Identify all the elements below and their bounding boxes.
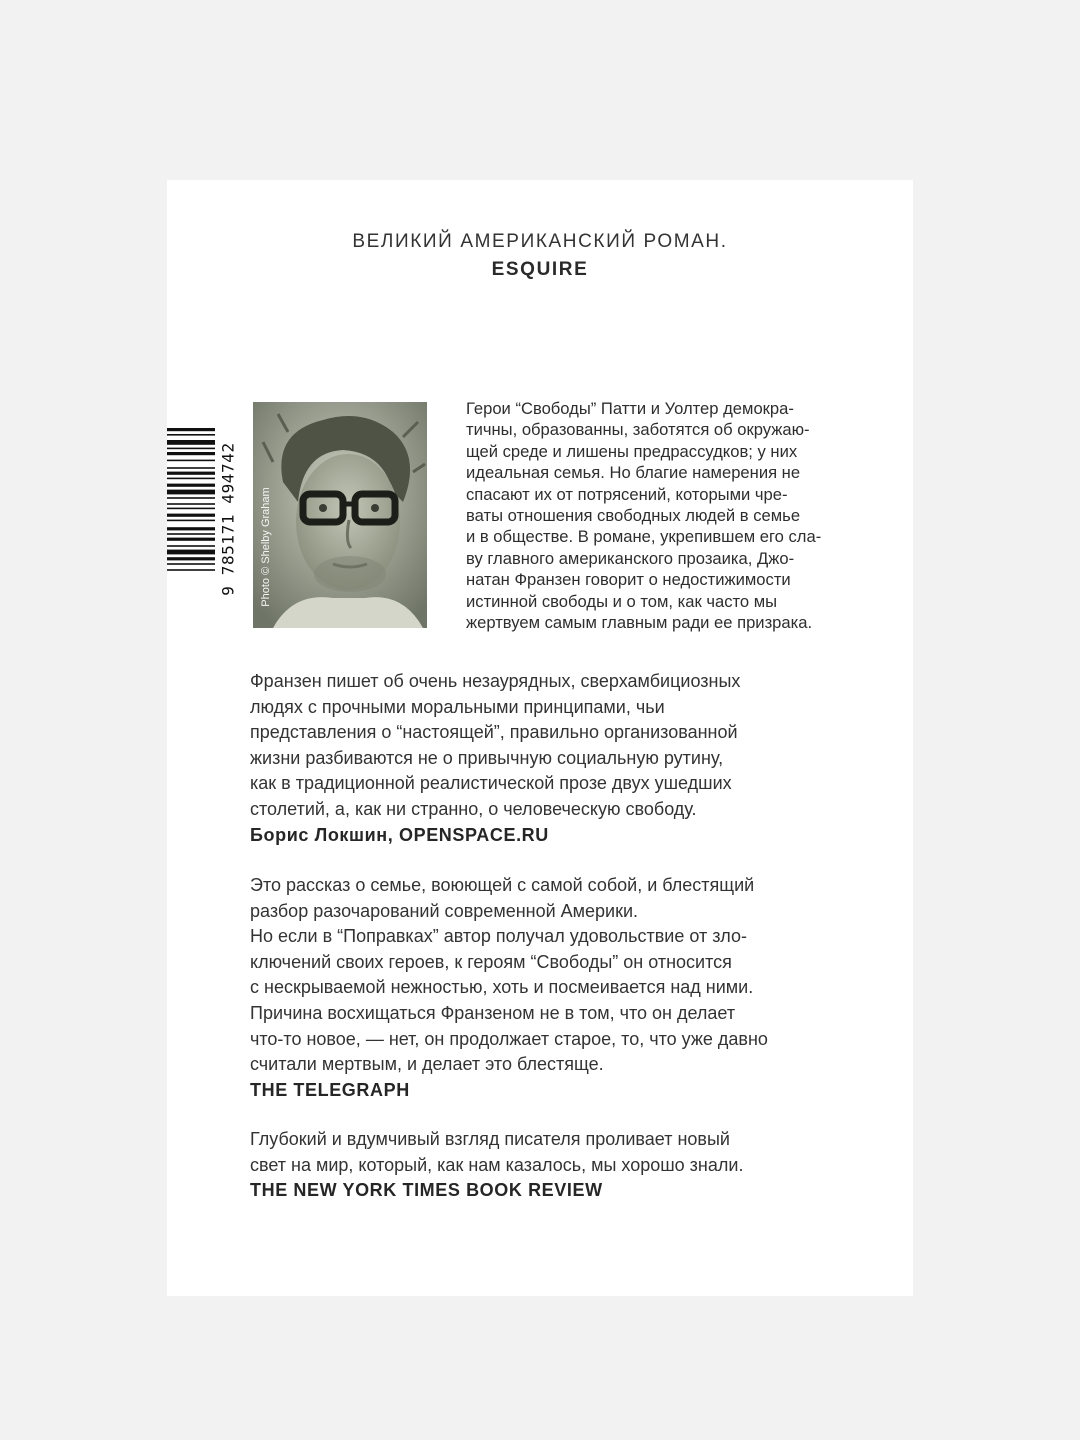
- quote-line: Но если в “Поправках” автор получал удовольствие от зло-: [250, 926, 747, 947]
- author-portrait-image: [253, 402, 427, 628]
- quote-line: Франзен пишет об очень незаурядных, сверхамбициозных: [250, 671, 741, 691]
- quote-line: как в традиционной реалистической прозе двух ушедших: [250, 773, 732, 794]
- barcode-bars: [167, 426, 215, 612]
- quote-source: THE TELEGRAPH: [250, 1079, 410, 1100]
- blurb-line: истинной свободы и о том, как часто мы: [466, 591, 778, 611]
- barcode-bar: [167, 428, 215, 431]
- barcode-bar: [167, 533, 215, 535]
- isbn-number: [217, 426, 239, 612]
- blurb-line: спасают их от потрясений, которыми чре-: [466, 484, 788, 504]
- book-back-cover: [167, 180, 913, 1296]
- barcode-bar: [167, 545, 215, 547]
- barcode-bar: [167, 508, 215, 510]
- quote-line: с нескрываемой нежностью, хоть и посмеивается над ними.: [250, 977, 754, 998]
- quote-line: свет на мир, который, как нам казалось, мы хорошо знали.: [250, 1154, 744, 1175]
- isbn-digits: 9 785171 494742: [218, 442, 238, 596]
- book-blurb: [466, 398, 871, 633]
- quote-line: Глубокий и вдумчивый взгляд писателя проливает новый: [250, 1129, 730, 1149]
- quote-line: людях с прочными моральными принципами, чьи: [250, 696, 665, 717]
- quote-line: столетий, а, как ни странно, о человеческую свободу.: [250, 798, 697, 819]
- quote-line: Это рассказ о семье, воюющей с самой собой, и блестящий: [250, 875, 755, 895]
- blurb-line: и в обществе. В романе, укрепившем его сла-: [466, 527, 822, 547]
- review-quote-nyt: [250, 1127, 850, 1204]
- blurb-line: ваты отношения свободных людей в семье: [466, 506, 801, 526]
- blurb-line: щей среде и лишены предрассудков; у них: [466, 441, 798, 461]
- photo-credit: [257, 472, 275, 622]
- barcode-bar: [167, 563, 215, 565]
- barcode-bar: [167, 520, 215, 522]
- blurb-line: ву главного американского прозаика, Джо-: [466, 548, 795, 568]
- quote-source: Борис Локшин, OPENSPACE.RU: [250, 824, 549, 845]
- barcode-bar: [167, 448, 215, 450]
- blurb-line: тичны, образованны, заботятся об окружаю-: [466, 420, 810, 440]
- photo-credit-text: Photo © Shelby Graham: [260, 487, 272, 607]
- barcode-bar: [167, 440, 215, 445]
- quote-line: что-то новое, — нет, он продолжает старое, то, что уже давно: [250, 1028, 768, 1049]
- quote-line: жизни разбиваются не о привычную социальную рутину,: [250, 747, 724, 768]
- review-quote-telegraph: [250, 873, 850, 1103]
- barcode-bar: [167, 503, 215, 505]
- barcode-bar: [167, 460, 215, 462]
- blurb-line: Герои “Свободы” Патти и Уолтер демокра-: [466, 399, 794, 418]
- barcode-bar: [167, 550, 215, 555]
- barcode-bar: [167, 514, 215, 517]
- quote-line: представления о “настоящей”, правильно организованной: [250, 722, 738, 743]
- quote-line: ключений своих героев, к героям “Свободы” он относится: [250, 951, 732, 972]
- isbn-barcode: [167, 426, 241, 612]
- quote-line: Причина восхищаться Франзеном не в том, что он делает: [250, 1002, 736, 1023]
- barcode-bar: [167, 472, 215, 475]
- quote-line: считали мертвым, и делает это блестяще.: [250, 1054, 604, 1075]
- author-photo: [253, 402, 427, 628]
- blurb-line: жертвуем самым главным ради ее призрака.: [466, 613, 813, 633]
- epigraph-source: ESQUIRE: [491, 259, 589, 280]
- barcode-bar: [167, 484, 215, 487]
- barcode-bar: [167, 538, 215, 541]
- epigraph-text: ВЕЛИКИЙ АМЕРИКАНСКИЙ РОМАН.: [352, 231, 728, 252]
- barcode-bar: [167, 497, 215, 499]
- quote-source: THE NEW YORK TIMES BOOK REVIEW: [250, 1180, 603, 1201]
- barcode-bar: [167, 490, 215, 495]
- epigraph: [167, 228, 913, 284]
- barcode-bar: [167, 557, 215, 560]
- barcode-bar: [167, 452, 215, 455]
- barcode-bar: [167, 478, 215, 480]
- quote-line: разбор разочарований современной Америки.: [250, 900, 639, 921]
- barcode-bar: [167, 527, 215, 530]
- barcode-bar: [167, 569, 215, 571]
- barcode-bar: [167, 434, 215, 436]
- barcode-bar: [167, 467, 215, 469]
- blurb-line: идеальная семья. Но благие намерения не: [466, 463, 801, 483]
- review-quote-openspace: [250, 669, 850, 848]
- blurb-line: натан Франзен говорит о недостижимости: [466, 570, 791, 590]
